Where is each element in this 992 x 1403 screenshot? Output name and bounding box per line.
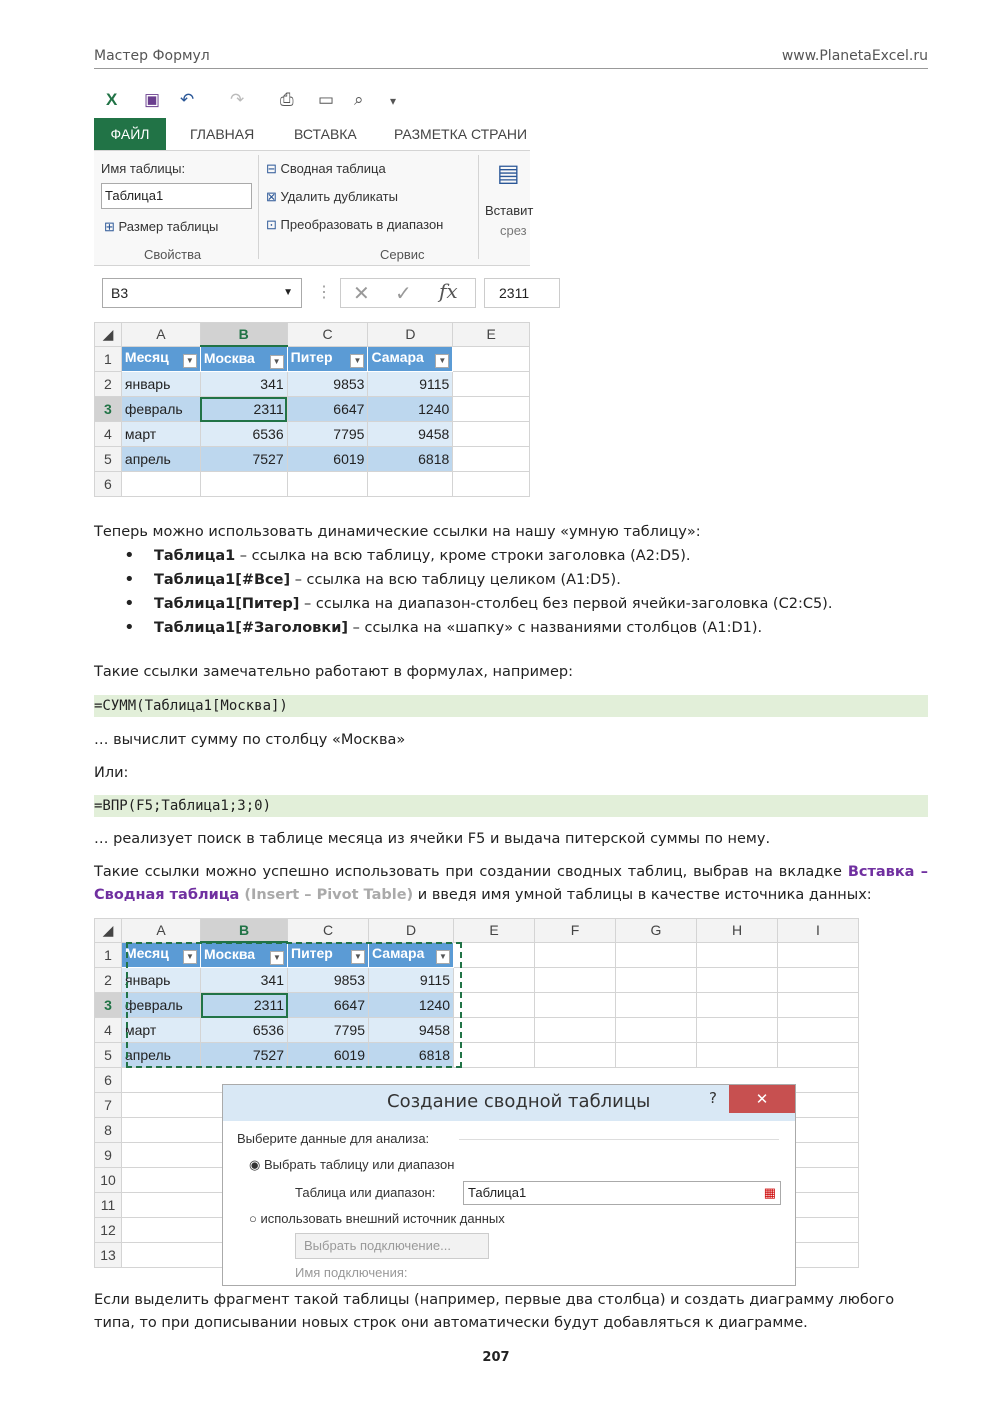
- cell[interactable]: январь: [121, 372, 200, 397]
- row-header[interactable]: 4: [95, 1018, 122, 1043]
- cell[interactable]: март: [122, 1018, 201, 1043]
- paragraph: Или:: [94, 765, 129, 781]
- row-header[interactable]: 10: [95, 1168, 122, 1193]
- group-divider: [258, 155, 259, 259]
- cell[interactable]: февраль: [121, 397, 200, 422]
- customize-icon[interactable]: ▾: [390, 94, 397, 108]
- filter-dropdown-icon[interactable]: ▼: [351, 950, 365, 964]
- filter-dropdown-icon[interactable]: ▼: [183, 950, 197, 964]
- radio-external-source[interactable]: [249, 1211, 505, 1226]
- header-label: Москва: [203, 349, 255, 366]
- cell[interactable]: [697, 968, 778, 993]
- cell[interactable]: [454, 1043, 535, 1068]
- table-row: [95, 1043, 859, 1068]
- formula-buttons: [340, 278, 476, 308]
- cell[interactable]: 6818: [368, 447, 453, 472]
- group-tools-label: Сервис: [380, 247, 425, 262]
- dialog-title: Создание сводной таблицы: [387, 1091, 651, 1112]
- cell[interactable]: февраль: [122, 993, 201, 1018]
- convert-icon: ⊡: [266, 217, 277, 232]
- paragraph: Если выделить фрагмент такой таблицы (например, первые два столбца) и создать диаграмму любого типа, то при дописывании новых строк они автоматически будут добавляться к диаграмме.: [94, 1292, 895, 1331]
- cell[interactable]: [616, 993, 697, 1018]
- paragraph: … вычислит сумму по столбцу «Москва»: [94, 732, 406, 748]
- insert-slicer-label[interactable]: Вставит: [485, 203, 534, 218]
- radio-select-range[interactable]: [249, 1157, 454, 1173]
- cell[interactable]: 7527: [201, 1043, 288, 1068]
- cell[interactable]: [454, 968, 535, 993]
- range-label: Таблица или диапазон:: [295, 1185, 436, 1200]
- cell[interactable]: [778, 968, 859, 993]
- range-picker-icon[interactable]: ▦: [763, 1185, 776, 1200]
- cell[interactable]: 6536: [200, 422, 287, 447]
- table-header-cell[interactable]: [200, 346, 287, 372]
- cell[interactable]: [453, 346, 530, 372]
- table-row: [95, 968, 859, 993]
- table-header-cell[interactable]: [369, 942, 454, 968]
- pivot-icon: ⊟: [266, 161, 277, 176]
- table-row: [95, 447, 530, 472]
- header-label: Месяц: [124, 349, 169, 366]
- preview-icon[interactable]: ⌕: [354, 90, 364, 109]
- print-icon[interactable]: ⎙: [280, 90, 294, 109]
- tab-insert[interactable]: ВСТАВКА: [294, 126, 357, 142]
- table-name-label: Имя таблицы:: [101, 161, 186, 176]
- cell[interactable]: 9458: [369, 1018, 454, 1043]
- page-number: 207: [482, 1350, 510, 1365]
- ref-name: Таблица1[#Заголовки]: [154, 620, 348, 636]
- cell[interactable]: 1240: [369, 993, 454, 1018]
- paragraph: [94, 861, 928, 907]
- function-icon[interactable]: fx: [439, 279, 458, 303]
- text-run: и введя имя умной таблицы в качестве источника данных:: [413, 887, 872, 903]
- table-row: [95, 993, 859, 1018]
- cell[interactable]: 7795: [287, 422, 368, 447]
- slicer-icon[interactable]: ▤: [497, 160, 520, 187]
- cell[interactable]: 6818: [369, 1043, 454, 1068]
- cell[interactable]: [616, 1043, 697, 1068]
- filter-dropdown-icon[interactable]: ▼: [270, 355, 284, 369]
- column-header[interactable]: I: [778, 919, 859, 943]
- cell[interactable]: март: [121, 422, 200, 447]
- undo-icon[interactable]: ↶: [180, 90, 195, 109]
- cell[interactable]: [287, 472, 368, 497]
- cell[interactable]: 6647: [287, 397, 368, 422]
- list-item: [124, 544, 832, 568]
- excel-screenshot-pivot-dialog: [94, 918, 888, 1280]
- radio-unchecked-icon: ○: [249, 1211, 257, 1226]
- filter-dropdown-icon[interactable]: ▼: [270, 951, 284, 965]
- cell[interactable]: [453, 472, 530, 497]
- chevron-down-icon: ▼: [283, 287, 293, 298]
- list-item: [124, 568, 832, 592]
- column-header[interactable]: D: [369, 919, 454, 943]
- choose-connection-button[interactable]: Выбрать подключение...: [295, 1233, 489, 1259]
- cell[interactable]: 341: [200, 372, 287, 397]
- pivot-label: Сводная таблица: [280, 161, 386, 176]
- range-input[interactable]: [463, 1181, 781, 1205]
- resize-table-label: Размер таблицы: [118, 219, 219, 234]
- selected-cell[interactable]: 2311: [200, 397, 287, 422]
- cell[interactable]: [616, 942, 697, 968]
- save-icon[interactable]: ▣: [144, 90, 161, 109]
- menu-path: Вставка – Сводная таблица: [94, 864, 929, 903]
- select-all-corner[interactable]: ◢: [95, 323, 122, 347]
- dedupe-label: Удалить дубликаты: [280, 189, 398, 204]
- cell[interactable]: [697, 1043, 778, 1068]
- header-label: Самара: [371, 349, 424, 366]
- cell[interactable]: 9115: [369, 968, 454, 993]
- group-properties-label: Свойства: [144, 247, 202, 262]
- ref-desc: – ссылка на «шапку» с названиями столбцов (A1:D1).: [348, 620, 763, 636]
- selected-cell[interactable]: 2311: [201, 993, 288, 1018]
- cell[interactable]: 9458: [368, 422, 453, 447]
- row-header[interactable]: 3: [95, 397, 122, 422]
- ref-desc: – ссылка на всю таблицу, кроме строки заголовка (A2:D5).: [235, 548, 691, 564]
- cell[interactable]: 341: [201, 968, 288, 993]
- cell[interactable]: [535, 942, 616, 968]
- cell[interactable]: [697, 1018, 778, 1043]
- row-header[interactable]: 7: [95, 1093, 122, 1118]
- dialog-title-bar: [223, 1085, 795, 1121]
- table-header-cell[interactable]: [288, 942, 369, 968]
- table-row: [95, 397, 530, 422]
- cell[interactable]: 1240: [368, 397, 453, 422]
- column-header[interactable]: H: [697, 919, 778, 943]
- header-label: Питер: [291, 945, 333, 962]
- column-header[interactable]: E: [454, 919, 535, 943]
- page-header: [94, 48, 928, 69]
- table-header-cell[interactable]: [201, 942, 288, 968]
- radio-label: Выбрать таблицу или диапазон: [263, 1157, 455, 1172]
- select-all-corner[interactable]: ◢: [95, 919, 122, 943]
- ref-name: Таблица1[#Все]: [154, 572, 291, 588]
- cell[interactable]: 6536: [201, 1018, 288, 1043]
- insert-slicer-label-2[interactable]: срез: [500, 223, 527, 238]
- convert-range-button[interactable]: [266, 217, 443, 233]
- row-header[interactable]: 3: [95, 993, 122, 1018]
- column-header[interactable]: G: [616, 919, 697, 943]
- header-title: Мастер Формул: [94, 48, 210, 64]
- cell[interactable]: 6019: [288, 1043, 369, 1068]
- filter-dropdown-icon[interactable]: ▼: [183, 354, 197, 368]
- resize-icon: ⊞: [104, 219, 115, 234]
- cell[interactable]: [697, 993, 778, 1018]
- cell[interactable]: 9853: [288, 968, 369, 993]
- tab-page-layout[interactable]: РАЗМЕТКА СТРАНИ: [394, 126, 528, 142]
- cell[interactable]: [453, 397, 530, 422]
- filter-dropdown-icon[interactable]: ▼: [436, 950, 450, 964]
- formula-input[interactable]: 2311: [484, 278, 560, 308]
- column-header[interactable]: B: [201, 919, 288, 943]
- cell[interactable]: [535, 993, 616, 1018]
- cell[interactable]: [697, 942, 778, 968]
- table-row: [95, 1018, 859, 1043]
- worksheet-grid: [94, 322, 530, 497]
- ref-name: Таблица1: [154, 548, 236, 564]
- cell[interactable]: 9115: [368, 372, 453, 397]
- cell[interactable]: [200, 472, 287, 497]
- cell[interactable]: [368, 472, 453, 497]
- row-header[interactable]: 12: [95, 1218, 122, 1243]
- filter-dropdown-icon[interactable]: ▼: [350, 354, 364, 368]
- cell[interactable]: 7527: [200, 447, 287, 472]
- column-header[interactable]: E: [453, 323, 530, 347]
- cell[interactable]: [454, 942, 535, 968]
- row-header[interactable]: 8: [95, 1118, 122, 1143]
- header-label: Питер: [290, 349, 333, 366]
- ref-desc: – ссылка на всю таблицу целиком (A1:D5).: [290, 572, 621, 588]
- table-row: [95, 372, 530, 397]
- separator-icon: ⋮: [316, 284, 332, 301]
- column-header[interactable]: A: [122, 919, 201, 943]
- row-header[interactable]: 1: [95, 346, 122, 372]
- table-row: [95, 422, 530, 447]
- cell[interactable]: 7795: [288, 1018, 369, 1043]
- tab-home[interactable]: ГЛАВНАЯ: [190, 126, 255, 142]
- quick-access-toolbar: [94, 82, 530, 118]
- table-name-input[interactable]: Таблица1: [101, 183, 252, 209]
- cell[interactable]: январь: [122, 968, 201, 993]
- list-item: [124, 616, 832, 640]
- table-header-cell[interactable]: [121, 346, 200, 372]
- cell[interactable]: [535, 1018, 616, 1043]
- row-header[interactable]: 5: [95, 1043, 122, 1068]
- paragraph: Теперь можно использовать динамические ссылки на нашу «умную таблицу»:: [94, 524, 701, 540]
- column-header[interactable]: B: [200, 323, 287, 347]
- header-site: www.PlanetaExcel.ru: [781, 48, 928, 64]
- column-header[interactable]: C: [287, 323, 368, 347]
- resize-table-button[interactable]: [104, 219, 218, 235]
- excel-screenshot-table-tools: [94, 82, 534, 500]
- cell[interactable]: [453, 447, 530, 472]
- cell[interactable]: [778, 942, 859, 968]
- cell[interactable]: [454, 993, 535, 1018]
- cell[interactable]: [778, 1018, 859, 1043]
- formula-bar: [94, 272, 530, 312]
- row-header[interactable]: 4: [95, 422, 122, 447]
- new-doc-icon[interactable]: ▭: [318, 90, 335, 109]
- cell[interactable]: [453, 372, 530, 397]
- row-header[interactable]: 1: [95, 942, 122, 968]
- cell[interactable]: [535, 1043, 616, 1068]
- formula-code: =СУММ(Таблица1[Москва]): [94, 695, 928, 717]
- table-header-cell[interactable]: [287, 346, 368, 372]
- paragraph: … реализует поиск в таблице месяца из ячейки F5 и выдача питерской суммы по нему.: [94, 831, 771, 847]
- cell[interactable]: апрель: [121, 447, 200, 472]
- cancel-icon[interactable]: ✕: [353, 283, 370, 305]
- row-header[interactable]: 6: [95, 1068, 122, 1093]
- row-header[interactable]: 2: [95, 372, 122, 397]
- cell[interactable]: 9853: [287, 372, 368, 397]
- column-header[interactable]: F: [535, 919, 616, 943]
- convert-label: Преобразовать в диапазон: [280, 217, 444, 232]
- cell[interactable]: [616, 1018, 697, 1043]
- cell[interactable]: апрель: [122, 1043, 201, 1068]
- remove-duplicates-button[interactable]: [266, 189, 398, 205]
- help-icon[interactable]: ?: [709, 1089, 717, 1107]
- enter-icon[interactable]: ✓: [395, 283, 412, 305]
- row-header[interactable]: 9: [95, 1143, 122, 1168]
- text-run: Такие ссылки можно успешно использовать при создании сводных таблиц, выбрав на вкладке: [94, 864, 848, 880]
- excel-logo-icon: X: [106, 90, 118, 109]
- cell[interactable]: [121, 472, 200, 497]
- tab-file[interactable]: ФАЙЛ: [94, 118, 166, 150]
- cell[interactable]: [453, 422, 530, 447]
- cell[interactable]: [454, 1018, 535, 1043]
- ref-desc: – ссылка на диапазон-столбец без первой ячейки-заголовка (C2:C5).: [299, 596, 833, 612]
- menu-path-en: (Insert – Pivot Table): [239, 887, 414, 903]
- connection-name-label: Имя подключения:: [295, 1265, 408, 1280]
- ref-name: Таблица1[Питер]: [154, 596, 300, 612]
- cell[interactable]: [778, 993, 859, 1018]
- list-item: [124, 592, 832, 616]
- bullet-list: [124, 544, 832, 640]
- cell[interactable]: [778, 1043, 859, 1068]
- row-header[interactable]: 13: [95, 1243, 122, 1268]
- name-box-value: B3: [111, 285, 129, 301]
- cell[interactable]: [535, 968, 616, 993]
- cell[interactable]: [616, 968, 697, 993]
- row-header[interactable]: 11: [95, 1193, 122, 1218]
- filter-dropdown-icon[interactable]: ▼: [435, 354, 449, 368]
- column-header[interactable]: C: [288, 919, 369, 943]
- table-header-cell[interactable]: [122, 942, 201, 968]
- cell[interactable]: 6019: [287, 447, 368, 472]
- row-header[interactable]: 2: [95, 968, 122, 993]
- paragraph: Такие ссылки замечательно работают в формулах, например:: [94, 664, 573, 680]
- pivot-button[interactable]: [266, 161, 386, 177]
- table-header-cell[interactable]: [368, 346, 453, 372]
- header-label: Месяц: [125, 945, 169, 962]
- ribbon-tabs: [94, 118, 530, 150]
- close-icon[interactable]: ✕: [729, 1085, 795, 1113]
- radio-label: использовать внешний источник данных: [260, 1211, 505, 1226]
- cell[interactable]: 6647: [288, 993, 369, 1018]
- section-label: Выберите данные для анализа:: [237, 1131, 430, 1146]
- group-divider: [478, 155, 479, 259]
- row-header[interactable]: 6: [95, 472, 122, 497]
- range-value: Таблица1: [468, 1185, 527, 1200]
- dedupe-icon: ⊠: [266, 189, 277, 204]
- radio-checked-icon: ◉: [249, 1157, 261, 1172]
- ribbon: [94, 150, 534, 266]
- divider: [459, 1139, 779, 1140]
- header-label: Москва: [204, 945, 256, 962]
- column-header[interactable]: A: [121, 323, 200, 347]
- row-header[interactable]: 5: [95, 447, 122, 472]
- redo-icon[interactable]: ↷: [230, 90, 245, 109]
- pivot-table-dialog: [222, 1084, 796, 1286]
- name-box[interactable]: [102, 278, 302, 308]
- column-header[interactable]: D: [368, 323, 453, 347]
- formula-code: =ВПР(F5;Таблица1;3;0): [94, 795, 928, 817]
- header-label: Самара: [372, 945, 425, 962]
